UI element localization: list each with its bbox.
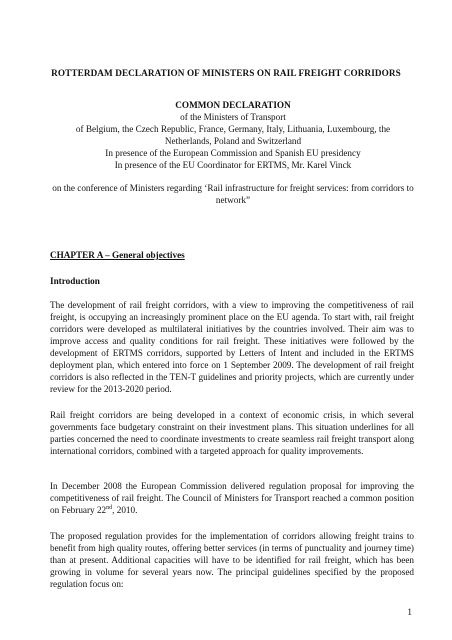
paragraph-3-superscript: nd [106, 504, 113, 511]
paragraph-3-text: In December 2008 the European Commission delivered regulation proposal for improving the competitiveness of rail freight. The Council of Ministers for Transport reached a common position on February 22 [50, 481, 414, 515]
declaration-line-commission: In presence of the European Commission and Spanish EU presidency [105, 147, 361, 158]
paragraph-3 [50, 481, 414, 517]
declaration-line-coordinator: In presence of the EU Coordinator for ERTMS, Mr. Karel Vinck [114, 159, 352, 170]
chapter-heading: CHAPTER A – General objectives [50, 250, 185, 260]
paragraph-4: The proposed regulation provides for the implementation of corridors allowing freight trains to benefit from high quality routes, offering better services (in terms of punctuality and journey time) than at present. Additional capacities will have to be identified for rail freight, which has been growing in volume for several years now. The principal guidelines specified by the proposed regulation focus on: [50, 531, 414, 589]
paragraph-1: The development of rail freight corridors, with a view to improving the competitiveness of rail freight, is occupying an increasingly prominent place on the EU agenda. To start with, rail freight corridors were developed as multilateral initiatives by the countries involved. Their aim was to improve access and quality conditions for rail freight. These initiatives were followed by the development of ERTMS corridors, supported by Letters of Intent and included in the ERTMS deployment plan, which entered into force on 1 September 2009. The development of rail freight corridors is also reflected in the TEN-T guidelines and priority projects, which are currently under review for the 2013-2020 period. [50, 300, 414, 394]
common-declaration-block [52, 100, 414, 207]
document-title: ROTTERDAM DECLARATION OF MINISTERS ON RAIL FREIGHT CORRIDORS [51, 68, 401, 78]
introduction-heading: Introduction [50, 276, 100, 286]
declaration-heading: COMMON DECLARATION [175, 100, 291, 110]
paragraph-3-tail: , 2010. [112, 504, 138, 515]
page-number: 1 [407, 607, 412, 617]
declaration-line-countries: of Belgium, the Czech Republic, France, Germany, Italy, Lithuania, Luxembourg, the Netherlands, Poland and Switzerland [75, 123, 391, 146]
declaration-conference: on the conference of Ministers regarding ‘Rail infrastructure for freight services: from corridors to network” [52, 182, 414, 205]
paragraph-2: Rail freight corridors are being developed in a context of economic crisis, in which several governments face budgetary constraint on their investment plans. This situation underlines for all parties concerned the need to coordinate investments to create seamless rail freight transport along international corridors, combined with a targeted approach for quality improvements. [50, 410, 414, 456]
declaration-line-ministers: of the Ministers of Transport [180, 111, 286, 122]
